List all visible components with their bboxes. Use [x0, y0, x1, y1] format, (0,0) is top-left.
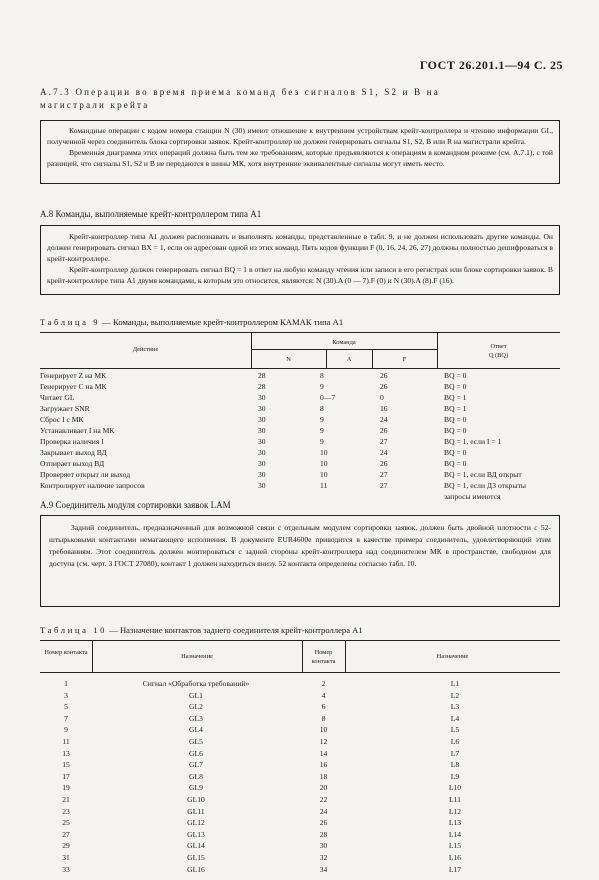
table10-cell-name: GL11 — [187, 806, 205, 816]
table9-cell-answer: запросы имеются — [444, 492, 501, 501]
table9-cell-answer: BQ = 1 — [444, 393, 467, 402]
table10-cell-number: 15 — [62, 760, 70, 770]
table10-column-name-1 — [96, 651, 296, 875]
table10-cell-number: 7 — [64, 713, 68, 723]
table10-cell-name: L17 — [448, 864, 462, 874]
table10-cell-name: GL13 — [187, 829, 205, 839]
table10-cell-name: L12 — [448, 806, 462, 816]
table9-cell-n: 30 — [258, 448, 266, 457]
table9-column-action — [40, 370, 250, 502]
table9-subheader-rule — [251, 349, 437, 350]
table9-cell-f: 26 — [380, 459, 388, 468]
section-a73-paragraph-1: Командные операции с кодом номера станции N (30) имеют отношение к внутренним устройствам крейт-контроллера и чтению информации GL, полученной через соединитель блока сортировки заявок. Крейт-контроллер не должен генерировать сигналы S1, S2, В или R на магистрали крейта. — [47, 126, 553, 146]
page-header: ГОСТ 26.201.1—94 С. 25 — [419, 58, 563, 72]
table9-cell-a: 8 — [320, 371, 324, 380]
table10-cell-number: 12 — [319, 736, 328, 746]
table10-cell-number: 21 — [62, 794, 70, 804]
table10-cell-number: 14 — [319, 748, 328, 758]
table10-cell-number: 24 — [319, 806, 328, 816]
table9-cell-a: 11 — [320, 481, 328, 490]
table9-header-command: Команда — [332, 339, 356, 346]
table10-cell-number: 28 — [319, 829, 328, 839]
table9-cell-f: 0 — [380, 393, 384, 402]
table10-cell-name: L9 — [450, 771, 460, 781]
table10-cell-number: 13 — [62, 748, 70, 758]
section-a9-paragraph: Задний соединитель, предназначенный для возможной связи с отдельным модулем сортировки заявок, должен быть двойной плотности с 52-штырьковыми контактами немагающего исполнения. В документе EUR4600e приводится в качестве примера соединитель, удовлетворяющий этим требованиям. Этот соединитель должен монтироваться с задней стороны крейт-контроллера над соединителем МК в пространстве, свободном для доступа (см. черт. 3 ГОСТ 27080), контакт 1 должен находиться внизу. 52 контакта определены согласно табл. 10. — [49, 523, 551, 568]
table9-cell-n: 28 — [258, 382, 266, 391]
table9-cell-action: Проверяет открыт ли выход — [40, 470, 131, 479]
table10-cell-number: 23 — [62, 806, 70, 816]
table10-cell-number: 5 — [64, 702, 68, 712]
table10-cell-number: 20 — [319, 783, 328, 793]
table9-cell-a: 10 — [320, 448, 328, 457]
table10-cell-name: L10 — [448, 783, 462, 793]
table10-cell-name: L15 — [448, 841, 462, 851]
table9-header-answer: Ответ — [490, 343, 507, 350]
section-a73-box — [40, 120, 560, 184]
table10-cell-name: Сигнал «Обработка требований» — [142, 679, 250, 688]
table9-cell-n: 30 — [258, 404, 266, 413]
table10-cell-number: 19 — [62, 783, 70, 793]
table10-cell-name: GL5 — [189, 736, 203, 746]
table10-column-number-2 — [302, 651, 345, 875]
table10-cell-number: 34 — [319, 864, 328, 874]
table10-top-rule — [40, 640, 560, 641]
table9-cell-f: 26 — [380, 371, 388, 380]
table9-cell-a: 10 — [320, 459, 328, 468]
table10-column-name-2 — [350, 651, 560, 875]
table9-header-action: Действие — [132, 346, 159, 353]
table9-column-a — [320, 370, 366, 502]
table10-header-number-1: Номер контакта — [44, 649, 88, 656]
table9-cell-answer: BQ = 1 — [444, 404, 467, 413]
table9-cell-f: 27 — [380, 470, 388, 479]
table9-title: — Команды, выполняемые крейт-контроллером КАМАК типа А1 — [100, 317, 344, 327]
table9-cell-f: 26 — [380, 382, 388, 391]
table10-cell-number: 2 — [321, 679, 326, 688]
table9-cell-answer: BQ = 0 — [444, 459, 467, 468]
table9-cell-f: 24 — [380, 415, 388, 424]
table10-cell-name: GL2 — [189, 702, 203, 712]
table10-cell-name: GL6 — [189, 748, 203, 758]
table9-caption — [40, 317, 343, 327]
table10-cell-name: L4 — [450, 713, 460, 723]
table10-cell-name: GL4 — [189, 725, 203, 735]
table9-cell-a: 8 — [320, 404, 324, 413]
table9-cell-answer: BQ = 0 — [444, 415, 467, 424]
table10-cell-number: 27 — [62, 829, 70, 839]
table10-cell-name: L1 — [450, 679, 460, 688]
table9-cell-answer: BQ = 0 — [444, 382, 467, 391]
section-a9-title: А.9 Соединитель модуля сортировки заявок LAM — [40, 500, 231, 510]
table10-header-name-2: Назначение — [436, 653, 469, 660]
table9-cell-a: 0—7 — [320, 393, 336, 402]
table9-cell-n: 30 — [258, 393, 266, 402]
table10-cell-number: 18 — [319, 771, 328, 781]
table10-cell-number: 11 — [62, 736, 70, 746]
table9-cell-action: Сброс I с МК — [40, 415, 84, 424]
table9-cell-f: 27 — [380, 437, 388, 446]
table10-cell-number: 31 — [62, 852, 70, 862]
table10-cell-name: GL8 — [189, 771, 203, 781]
table9-header-f: F — [402, 356, 407, 363]
table10-cell-name: L5 — [450, 725, 460, 735]
table10-title: — Назначение контактов заднего соединителя крейт-контроллера А1 — [107, 625, 363, 635]
section-a8-paragraph-1: Крейт-контроллер типа А1 должен распознавать и выполнять команды, представленные в табл. 9, и не должен использовать другие команды. Он должен генерировать сигнал BX = 1, если он адресован одной из этих команд. Пять кодов функции F (0, 16, 24, 26, 27) должны полностью дешифроваться в крейт-контроллере. — [47, 232, 553, 263]
table10-cell-number: 16 — [319, 760, 328, 770]
table9-cell-f: 26 — [380, 426, 388, 435]
table9-cell-a: 10 — [320, 470, 328, 479]
table10-cell-name: GL7 — [189, 760, 203, 770]
table9-cell-action: Генерирует С на МК — [40, 382, 107, 391]
table10-cell-name: GL12 — [187, 818, 205, 828]
table10-cell-name: GL16 — [187, 864, 205, 874]
table10-cell-number: 32 — [319, 852, 328, 862]
table9-cell-n: 30 — [258, 481, 266, 490]
table9-label: Таблица 9 — [40, 317, 101, 327]
table10-caption — [40, 625, 363, 635]
table10-cell-number: 8 — [321, 713, 326, 723]
table10-cell-name: L7 — [450, 748, 460, 758]
table9-cell-f: 24 — [380, 448, 388, 457]
table9-cell-f: 27 — [380, 481, 388, 490]
section-a8-box — [40, 225, 560, 295]
table10-cell-number: 10 — [319, 725, 328, 735]
table10-cell-number: 9 — [64, 725, 68, 735]
table10-cell-name: L13 — [448, 818, 462, 828]
table9-column-answer — [444, 370, 560, 502]
table10-cell-name: L6 — [450, 736, 460, 746]
table9-cell-answer: BQ = 0 — [444, 448, 467, 457]
table9-cell-action: Отпирает выход ВД — [40, 459, 105, 468]
table9-column-n — [258, 370, 318, 502]
table9-cell-a: 9 — [320, 437, 324, 446]
table9-cell-n: 30 — [258, 437, 266, 446]
table9-cell-n: 30 — [258, 470, 266, 479]
table10-cell-name: GL1 — [189, 690, 203, 700]
table9-header-answer-sub: Q (BQ) — [488, 352, 509, 359]
table9-cell-answer: BQ = 0 — [444, 371, 467, 380]
table9-cell-a: 9 — [320, 415, 324, 424]
table10-cell-number: 17 — [62, 771, 70, 781]
table9-cell-answer: BQ = 1, если I = 1 — [444, 437, 502, 446]
table9-cell-n: 30 — [258, 415, 266, 424]
table10-cell-number: 3 — [64, 690, 68, 700]
section-a8-title: А.8 Команды, выполняемые крейт-контроллером типа А1 — [40, 209, 262, 219]
table9-cell-action: Генерирует Z на МК — [40, 371, 107, 380]
table9-cell-action: Проверка наличия I — [40, 437, 104, 446]
section-a73-title-line2: магистрали крейта — [40, 100, 150, 110]
table10-cell-name: L3 — [450, 702, 460, 712]
table9-cell-a: 9 — [320, 426, 324, 435]
table9-header-bottom-rule — [40, 368, 560, 369]
table10-column-number-1 — [42, 651, 90, 875]
table10-cell-number: 6 — [321, 702, 326, 712]
table10-header-number-2: Номер контакта — [311, 649, 336, 665]
table9-cell-answer: BQ = 1, если ДЗ открыты — [444, 481, 527, 490]
table9-cell-answer: BQ = 1, если ВД открыт — [444, 470, 522, 479]
table9-cell-n: 28 — [258, 371, 266, 380]
table9-header-n: N — [286, 356, 291, 363]
table9-cell-action: Устанавливает I на МК — [40, 426, 115, 435]
table10-cell-number: 1 — [64, 679, 68, 688]
table9-cell-answer: BQ = 0 — [444, 426, 467, 435]
table9-header-a: A — [346, 356, 352, 363]
table9-cell-a: 9 — [320, 382, 324, 391]
table10-cell-number: 22 — [319, 794, 328, 804]
table10-cell-name: L14 — [448, 829, 462, 839]
table10-cell-name: GL3 — [189, 713, 203, 723]
table10-cell-name: GL14 — [187, 841, 205, 851]
table10-cell-number: 25 — [62, 818, 70, 828]
table10-cell-name: GL15 — [187, 852, 205, 862]
table10-cell-name: L8 — [450, 760, 460, 770]
table9-cell-action: Загружает SNR — [40, 404, 90, 413]
table10-cell-name: L2 — [450, 690, 460, 700]
table9-cell-n: 30 — [258, 459, 266, 468]
table10-cell-number: 29 — [62, 841, 70, 851]
table9-cell-action: Контролирует наличие запросов — [40, 481, 145, 490]
table10-cell-number: 33 — [62, 864, 70, 874]
table10-cell-number: 4 — [321, 690, 326, 700]
section-a9-box — [40, 515, 560, 607]
table9-cell-action: Читает GL — [40, 393, 75, 402]
table10-cell-number: 30 — [319, 841, 328, 851]
section-a73-title-line1: А.7.3 Операции во время приема команд без сигналов S1, S2 и В на — [40, 87, 440, 97]
table9-column-f — [380, 370, 430, 502]
table10-header-name-1: Назначение — [181, 653, 213, 660]
table10-cell-name: L11 — [449, 794, 461, 804]
table10-cell-name: GL9 — [189, 783, 203, 793]
section-a8-paragraph-2: Крейт-контроллер должен генерировать сигнал BQ = 1 в ответ на любую команду чтения или записи в его регистрах или блоке сортировки заявок. В крейт-контроллере типа А1 двумя командами, к которым это относится, являются: N (30).A (0 — 7).F (0) и N (30).A (8).F (16). — [47, 265, 553, 285]
table9-cell-action: Закрывает выход ВД — [40, 448, 107, 457]
table10-cell-number: 26 — [319, 818, 328, 828]
table9-cell-f: 16 — [380, 404, 388, 413]
table10-cell-name: L16 — [448, 852, 462, 862]
table10-label: Таблица 10 — [40, 625, 108, 635]
section-a73-paragraph-2: Временна́я диаграмма этих операций должна быть тем же требованиям, которые предъявляются к операциям в командном режиме (см. А.7.1), с той разницей, что сигналы S1, S2 и В не передаются в шины МК, хотя внутренние эквивалентные сигналы могут иметь место. — [47, 148, 553, 168]
table9-cell-n: 30 — [258, 426, 266, 435]
table9-top-rule — [40, 332, 560, 333]
table10-cell-name: GL10 — [187, 794, 205, 804]
